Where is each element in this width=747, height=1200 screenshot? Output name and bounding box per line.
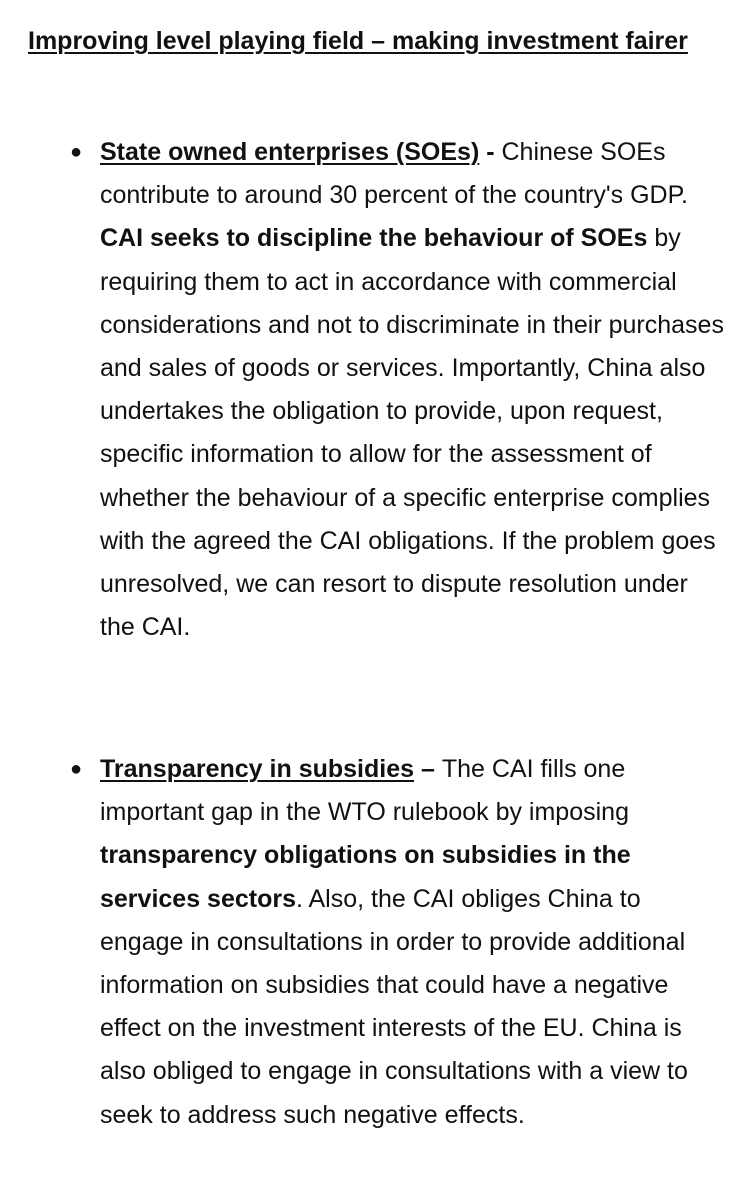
item-title: State owned enterprises (SOEs): [100, 138, 480, 166]
section-heading: Improving level playing field – making investment fairer: [28, 27, 688, 55]
item-text: Chinese SOEs contribute to around 30 percent of the country's GDP.: [100, 138, 689, 210]
bullet-icon: ●: [69, 758, 83, 780]
item-separator: –: [414, 755, 442, 783]
item-emphasis: CAI seeks to discipline the behaviour of SOEs: [100, 224, 648, 253]
list-item-soes: [69, 131, 725, 649]
item-emphasis: transparency obligations on subsidies in the services sectors: [100, 841, 631, 913]
item-text: . Also, the CAI obliges China to engage in consultations in order to provide additional information on subsidies that could have a negative effect on the investment interests of the EU. China is also obliged to engage in consultations with a view to seek to address such negative effects.: [100, 884, 688, 1129]
item-text: The CAI fills one important gap in the WTO rulebook by imposing: [100, 755, 629, 827]
list-item-subsidies: [69, 748, 725, 1137]
item-separator: -: [479, 138, 502, 166]
bullet-icon: ●: [69, 141, 83, 163]
item-title: Transparency in subsidies: [100, 755, 415, 783]
item-text: by requiring them to act in accordance with commercial considerations and not to discriminate in their purchases and sales of goods or services. Importantly, China also undertakes the obligation to provide, upon request, specific information to allow for the assessment of whether the behaviour of a specific enterprise complies with the agreed the CAI obligations. If the problem goes unresolved, we can resort to dispute resolution under the CAI.: [100, 224, 724, 642]
